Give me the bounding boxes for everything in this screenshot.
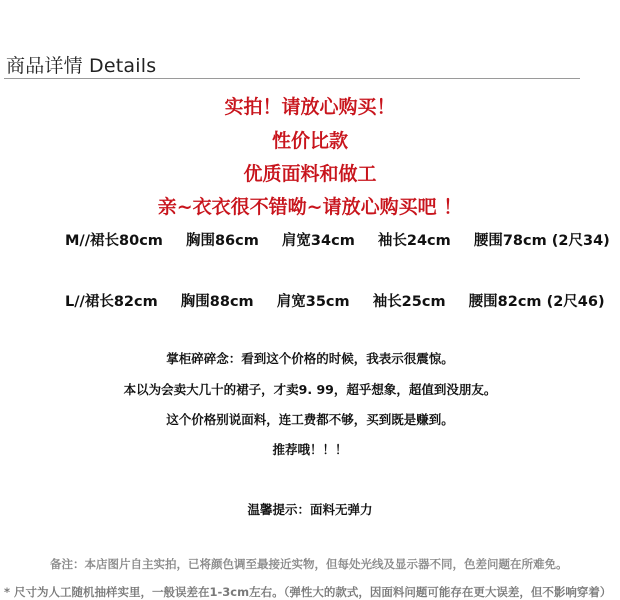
size-m-sleeve: 袖长24cm [377, 233, 451, 249]
size-l-chest: 胸围88cm [180, 294, 254, 310]
seller-note-2: 本以为会卖大几十的裙子，才卖9. 99，超乎想象，超值到没朋友。 [123, 382, 497, 397]
promo-line-2: 性价比款 [271, 130, 348, 152]
promo-line-4: 亲~衣衣很不错呦~请放心购买吧 ！ [157, 196, 463, 218]
seller-note-1: 掌柜碎碎念：看到这个价格的时候，我表示很震惊。 [166, 351, 454, 366]
promo-line-3: 优质面料和做工 [243, 163, 377, 185]
seller-note-3: 这个价格别说面料，连工费都不够，买到既是赚到。 [166, 412, 454, 427]
promo-line-1: 实拍！请放心购买！ [224, 96, 396, 118]
details-header: 商品详情 Details [6, 55, 157, 77]
size-l-length: L//裙长82cm [65, 294, 158, 310]
fabric-tip: 温馨提示：面料无弹力 [247, 502, 373, 517]
header-divider [4, 78, 580, 79]
color-disclaimer: 备注：本店图片自主实拍，已将颜色调至最接近实物，但每处光线及显示器不同，色差问题在所难免。 [50, 557, 568, 571]
size-l-shoulder: 肩宽35cm [276, 294, 350, 310]
size-m-chest: 胸围86cm [185, 233, 259, 249]
size-m-length: M//裙长80cm [65, 233, 163, 249]
size-l-waist: 腰围82cm (2尺46) [468, 294, 605, 310]
size-row-l [65, 290, 605, 311]
seller-note-4: 推荐哦！！！ [272, 442, 348, 457]
size-row-m [65, 229, 610, 250]
size-m-waist: 腰围78cm (2尺34) [473, 233, 610, 249]
size-l-sleeve: 袖长25cm [372, 294, 446, 310]
size-m-shoulder: 肩宽34cm [281, 233, 355, 249]
size-footnote: * 尺寸为人工随机抽样实里，一般误差在1-3cm左右。（弹性大的款式，因面料问题可能存在更大误差，但不影响穿着） [4, 585, 612, 599]
